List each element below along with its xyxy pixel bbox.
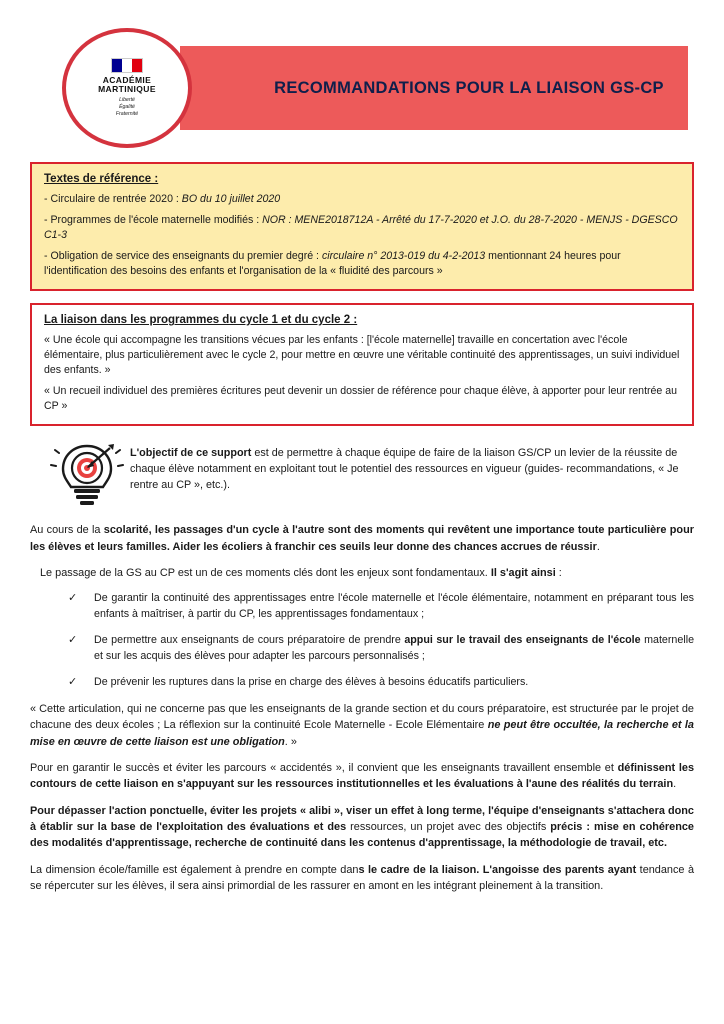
page-title: RECOMMANDATIONS POUR LA LIAISON GS-CP (274, 78, 664, 97)
para2-pre: Le passage de la GS au CP est un de ces moments clés dont les enjeux sont fondamentaux. (40, 567, 491, 580)
para2-post: : (555, 567, 562, 580)
para5-bold1: Pour dépasser l'action ponctuelle, éviter les projets « alibi », viser un effet à long terme, l'équipe d'enseignants s'attachera donc à établir sur la base de l'exploitation des évaluations et des (30, 804, 694, 834)
para4-bold: définissent les contours de cette liaison en s'appuyant sur les ressources institutionnelles et les évaluations à l'aune des réalités du terrain (30, 762, 694, 791)
references-box-title: Textes de référence : (44, 173, 159, 185)
objective-bold-lead: L'objectif de ce support (130, 447, 252, 460)
reference-italic: circulaire n° 2013-019 du 4-2-2013 (321, 250, 486, 263)
para1-bold: scolarité, les passages d'un cycle à l'autre sont des moments qui revêtent une importance toute particulière pour les élèves et leurs familles. Aider les écoliers à franchir ces seuils leur donne des chances accrues de réussir (30, 524, 694, 553)
logo-motto-line1: Liberté (119, 97, 135, 104)
programmes-box-title: La liaison dans les programmes du cycle 1 et du cycle 2 : (44, 314, 358, 327)
programme-quote: « Une école qui accompagne les transitions vécues par les enfants : [l'école maternelle] travaille en concertation avec l'école élémentaire, plus particulièrement avec le cycle 2, pour mettre en œuvre une véritable continuité des apprentissages, un suivi individuel des enfants. » (44, 334, 680, 377)
para1-post: . (596, 540, 600, 553)
bullet-bold: appui sur le travail des enseignants de l'école (404, 634, 641, 647)
logo-name-line2: MARTINIQUE (98, 84, 156, 95)
bullet-pre: De garantir la continuité des apprentissages entre l'école maternelle et l'école élémentaire, notamment en préparant tous les enfants à maîtriser, à partir du CP, les apprentissages fondamentaux ; (94, 592, 694, 620)
logo-motto-line2: Égalité (119, 104, 135, 111)
body-paragraph-2 (30, 565, 694, 581)
para3-pre: « Cette articulation, qui ne concerne pas que les enseignants de la grande section et du cours préparatoire, est structurée par le projet de chacune des deux écoles ; La réflexion sur la continuité Ecole Maternelle - Ecole Elémentaire (30, 702, 694, 732)
para3-post: . » (284, 735, 297, 748)
reference-item (44, 192, 680, 207)
bullet-list (30, 591, 694, 691)
objective-block (30, 440, 694, 510)
list-item (68, 675, 694, 691)
para6-bold: s le cadre de la liaison. L'angoisse des parents ayant (358, 863, 637, 876)
logo-motto (98, 97, 156, 118)
logo-name-line1: ACADÉMIE (102, 75, 152, 86)
reference-italic: BO du 10 juillet 2020 (181, 193, 281, 205)
para1-pre: Au cours de la (30, 524, 104, 537)
list-item (68, 591, 694, 622)
list-item (68, 633, 694, 664)
body-paragraph-6 (30, 862, 694, 895)
checkmark-icon: ✓ (68, 634, 78, 647)
body-paragraph-3 (30, 701, 694, 750)
checkmark-icon: ✓ (68, 592, 78, 605)
para6-post: tendance à se répercuter sur les élèves, il sera ainsi primordial de les rassurer en amont en les intégrant pleinement à la transition. (30, 863, 695, 893)
para5-bold2: précis : mise en cohérence des modalités d'apprentissage, recherche de continuité dans les contenus d'apprentissage, la méthodologie de travail, etc. (30, 821, 694, 850)
para2-bold: Il s'agit ainsi (490, 567, 556, 580)
programme-quote: « Un recueil individuel des premières écritures peut devenir un dossier de référence pour chaque élève, à apporter pour leur rentrée au CP » (44, 385, 678, 413)
reference-prefix: - Obligation de service des enseignants du premier degré : (44, 250, 322, 263)
para4-post: . (673, 778, 677, 791)
bullet-pre: De prévenir les ruptures dans la prise en charge des élèves à besoins éducatifs particuliers. (94, 676, 529, 689)
para6-pre: La dimension école/famille est également à prendre en compte dan (30, 863, 359, 876)
programmes-box (30, 303, 694, 426)
body-paragraph-1 (30, 522, 694, 555)
reference-item (44, 213, 680, 243)
objective-rest: est de permettre à chaque équipe de faire de la liaison GS/CP un levier de la réussite de chaque élève notamment en exploitant tout le potentiel des ressources en vigueur (guides- recommandations, « Je rentre au CP », etc.). (130, 447, 679, 491)
reference-item (44, 249, 680, 279)
document-header (30, 28, 694, 148)
para5-mid: ressources, un projet avec des objectifs (346, 821, 551, 834)
para3-bold-italic: ne peut être occultée, la recherche et la mise en œuvre de cette liaison est une obligation (30, 719, 694, 748)
body-paragraph-5 (30, 803, 694, 852)
body-paragraph-4 (30, 760, 694, 793)
target-lightbulb-icon (44, 440, 130, 510)
checkmark-icon: ✓ (68, 676, 78, 689)
bullet-pre: De permettre aux enseignants de cours préparatoire de prendre (94, 634, 405, 647)
references-box (30, 162, 694, 291)
bullet-post: maternelle et sur les acquis des élèves pour adapter les parcours personnalisés ; (94, 634, 695, 662)
header-banner (180, 46, 688, 130)
french-flag-icon (111, 58, 143, 73)
reference-prefix: - Programmes de l'école maternelle modifiés : (44, 214, 263, 227)
para4-pre: Pour en garantir le succès et éviter les parcours « accidentés », il convient que les enseignants travaillent ensemble et (30, 762, 618, 775)
academy-logo (62, 28, 192, 148)
logo-motto-line3: Fraternité (115, 111, 139, 118)
reference-suffix: mentionnant 24 heures pour l'identification des besoins des enfants et l'organisation de la « fluidité des parcours » (44, 250, 621, 278)
reference-prefix: - Circulaire de rentrée 2020 : (44, 193, 182, 205)
objective-text (130, 440, 694, 493)
reference-italic: NOR : MENE2018712A - Arrêté du 17-7-2020 et J.O. du 28-7-2020 - MENJS - DGESCO C1-3 (44, 214, 678, 242)
